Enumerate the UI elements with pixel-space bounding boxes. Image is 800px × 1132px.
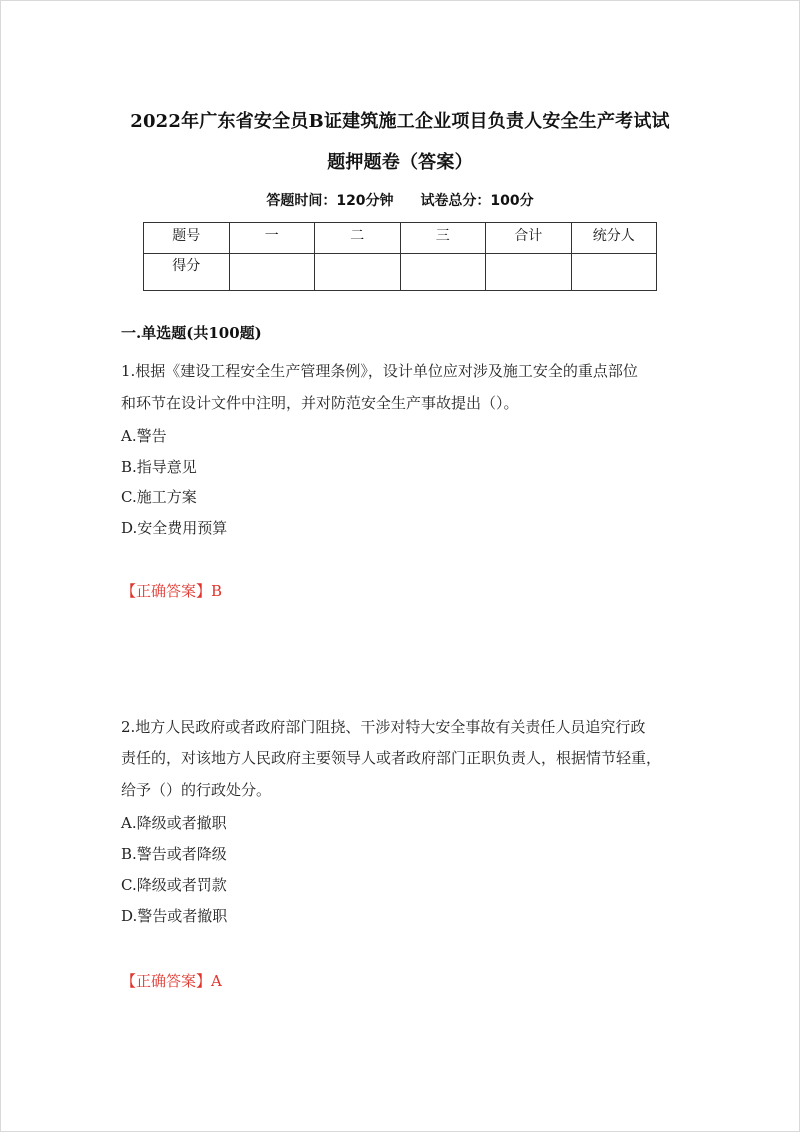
score-table-cell-question-no: 题号 — [144, 223, 230, 254]
exam-meta — [0, 190, 800, 210]
exam-title-line-1: 2022年广东省安全员B证建筑施工企业项目负责人安全生产考试试 — [130, 111, 670, 132]
exam-time: 答题时间：120分钟 — [266, 193, 394, 209]
question-1-option-a: A.警告 — [121, 427, 167, 445]
score-table-cell-part-2: 二 — [315, 223, 401, 254]
question-1-stem-line-2: 和环节在设计文件中注明，并对防范安全生产事故提出（）。 — [121, 394, 519, 412]
score-table-cell-score-label: 得分 — [144, 254, 230, 291]
exam-title-line-2: 题押题卷（答案） — [327, 152, 473, 173]
question-2-option-b: B.警告或者降级 — [121, 845, 227, 863]
question-1-answer: 【正确答案】B — [121, 582, 223, 600]
score-table-cell-empty — [229, 254, 315, 291]
score-table-header-row — [144, 223, 657, 254]
question-1-option-d: D.安全费用预算 — [121, 519, 228, 537]
score-table-cell-empty — [400, 254, 486, 291]
score-table-cell-part-1: 一 — [229, 223, 315, 254]
score-table-cell-part-3: 三 — [400, 223, 486, 254]
question-2-stem-line-3: 给予（）的行政处分。 — [121, 781, 272, 799]
section-heading: 一.单选题(共100题) — [121, 324, 262, 342]
question-2-stem-line-2: 责任的，对该地方人民政府主要领导人或者政府部门正职负责人，根据情节轻重， — [121, 749, 662, 767]
question-2-option-d: D.警告或者撤职 — [121, 907, 228, 925]
score-table — [143, 222, 657, 291]
score-table-cell-scorer: 统分人 — [571, 223, 657, 254]
question-2-option-c: C.降级或者罚款 — [121, 876, 227, 894]
question-1-option-b: B.指导意见 — [121, 458, 197, 476]
exam-total-score: 试卷总分：100分 — [420, 193, 534, 209]
question-2-stem-line-1: 2.地方人民政府或者政府部门阻挠、干涉对特大安全事故有关责任人员追究行政 — [121, 718, 646, 736]
score-table-cell-empty — [315, 254, 401, 291]
question-1-stem-line-1: 1.根据《建设工程安全生产管理条例》，设计单位应对涉及施工安全的重点部位 — [121, 362, 638, 380]
score-table-cell-total: 合计 — [486, 223, 572, 254]
question-2-answer: 【正确答案】A — [121, 972, 222, 990]
score-table-cell-empty — [486, 254, 572, 291]
score-table-score-row — [144, 254, 657, 291]
question-2-option-a: A.降级或者撤职 — [121, 814, 227, 832]
score-table-cell-empty — [571, 254, 657, 291]
question-1-option-c: C.施工方案 — [121, 488, 197, 506]
